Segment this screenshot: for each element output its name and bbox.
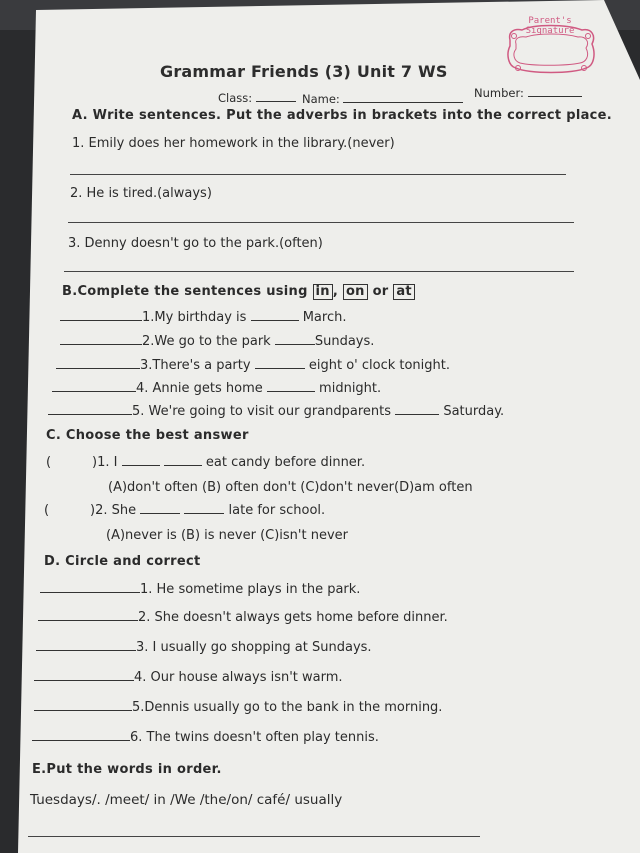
option-in: in (313, 284, 333, 300)
class-blank (256, 101, 296, 102)
b1-after: March. (302, 310, 347, 325)
name-field (302, 92, 463, 106)
option-at: at (393, 284, 415, 300)
section-c-heading: C. Choose the best answer (46, 428, 249, 443)
answer-line-e (28, 836, 480, 837)
d6-text: 6. The twins doesn't often play tennis. (130, 730, 379, 745)
c1-num: )1. I (92, 455, 118, 470)
class-field (218, 91, 296, 105)
answer-paren-open: ( (46, 455, 52, 470)
option-on: on (343, 284, 368, 300)
answer-blank (52, 391, 136, 392)
worksheet-title: Grammar Friends (3) Unit 7 WS (160, 62, 448, 81)
answer-blank (36, 650, 136, 651)
name-label: Name: (302, 92, 340, 106)
b5-after: Saturday. (443, 404, 505, 419)
section-c-options-2: (A)never is (B) is never (C)isn't never (106, 528, 348, 543)
b4-before: 4. Annie gets home (136, 381, 263, 396)
section-b-item-3 (56, 358, 450, 373)
fill-blank (251, 320, 299, 321)
section-b-heading (62, 284, 415, 300)
section-e-words: Tuesdays/. /meet/ in /We /the/on/ café/ usually (30, 792, 343, 808)
section-a-item-2: 2. He is tired.(always) (70, 186, 212, 201)
b5-before: 5. We're going to visit our grandparents (132, 404, 392, 419)
fill-blank (275, 344, 315, 345)
d5-text: 5.Dennis usually go to the bank in the morning. (132, 700, 443, 715)
b2-after: Sundays. (314, 334, 375, 349)
b4-after: midnight. (319, 381, 382, 396)
answer-blank (60, 344, 142, 345)
fill-blank (122, 465, 160, 466)
section-b-item-4 (52, 381, 381, 396)
section-b-item-1 (60, 310, 346, 325)
answer-blank (56, 368, 140, 369)
answer-blank (38, 620, 138, 621)
class-label: Class: (218, 91, 253, 105)
answer-blank (32, 740, 130, 741)
section-e-heading: E.Put the words in order. (32, 762, 222, 777)
section-a-item-1: 1. Emily does her homework in the library.(never) (72, 136, 395, 151)
c2-num: )2. She (90, 503, 137, 518)
signature-label-line1: Parent's (528, 16, 572, 26)
fill-blank (140, 513, 180, 514)
answer-blank (60, 320, 142, 321)
number-label: Number: (474, 86, 524, 100)
answer-line-a3 (64, 271, 574, 272)
answer-paren-open: ( (44, 503, 50, 518)
answer-line-a1 (70, 174, 566, 175)
name-blank (343, 102, 463, 103)
section-d-item-2 (38, 610, 448, 625)
c2-after: late for school. (228, 503, 326, 518)
section-d-heading: D. Circle and correct (44, 554, 201, 569)
number-blank (528, 96, 582, 97)
answer-blank (48, 414, 132, 415)
signature-label-line2: Signature (525, 26, 575, 36)
section-b-item-5 (48, 404, 504, 419)
section-c-options-1: (A)don't often (B) often don't (C)don't never(D)am often (108, 480, 473, 495)
b3-after: eight o' clock tonight. (308, 358, 450, 373)
d2-text: 2. She doesn't always gets home before dinner. (138, 610, 448, 625)
option-separator-comma: , (332, 284, 339, 299)
fill-blank (184, 513, 224, 514)
fill-blank (255, 368, 305, 369)
d4-text: 4. Our house always isn't warm. (134, 670, 343, 685)
c1-after: eat candy before dinner. (205, 455, 366, 470)
section-d-item-1 (40, 582, 360, 597)
number-field (474, 86, 582, 100)
section-d-item-6 (32, 730, 379, 745)
d3-text: 3. I usually go shopping at Sundays. (136, 640, 372, 655)
section-d-item-4 (34, 670, 343, 685)
answer-blank (34, 680, 134, 681)
answer-blank (34, 710, 132, 711)
parent-signature-stamp (504, 14, 596, 80)
option-separator-or: or (372, 284, 389, 299)
fill-blank (267, 391, 315, 392)
section-b-heading-text: B.Complete the sentences using (62, 284, 308, 299)
d1-text: 1. He sometime plays in the park. (140, 582, 361, 597)
fill-blank (395, 414, 439, 415)
section-d-item-3 (36, 640, 372, 655)
section-d-item-5 (34, 700, 442, 715)
section-c-question-1 (46, 455, 365, 470)
b3-before: 3.There's a party (140, 358, 251, 373)
answer-line-a2 (68, 222, 574, 223)
b2-before: 2.We go to the park (142, 334, 271, 349)
section-b-item-2 (60, 334, 374, 349)
section-a-heading: A. Write sentences. Put the adverbs in brackets into the correct place. (72, 108, 613, 123)
fill-blank (164, 465, 202, 466)
answer-blank (40, 592, 140, 593)
section-a-item-3: 3. Denny doesn't go to the park.(often) (68, 236, 323, 251)
b1-before: 1.My birthday is (142, 310, 247, 325)
section-c-question-2 (44, 503, 325, 518)
